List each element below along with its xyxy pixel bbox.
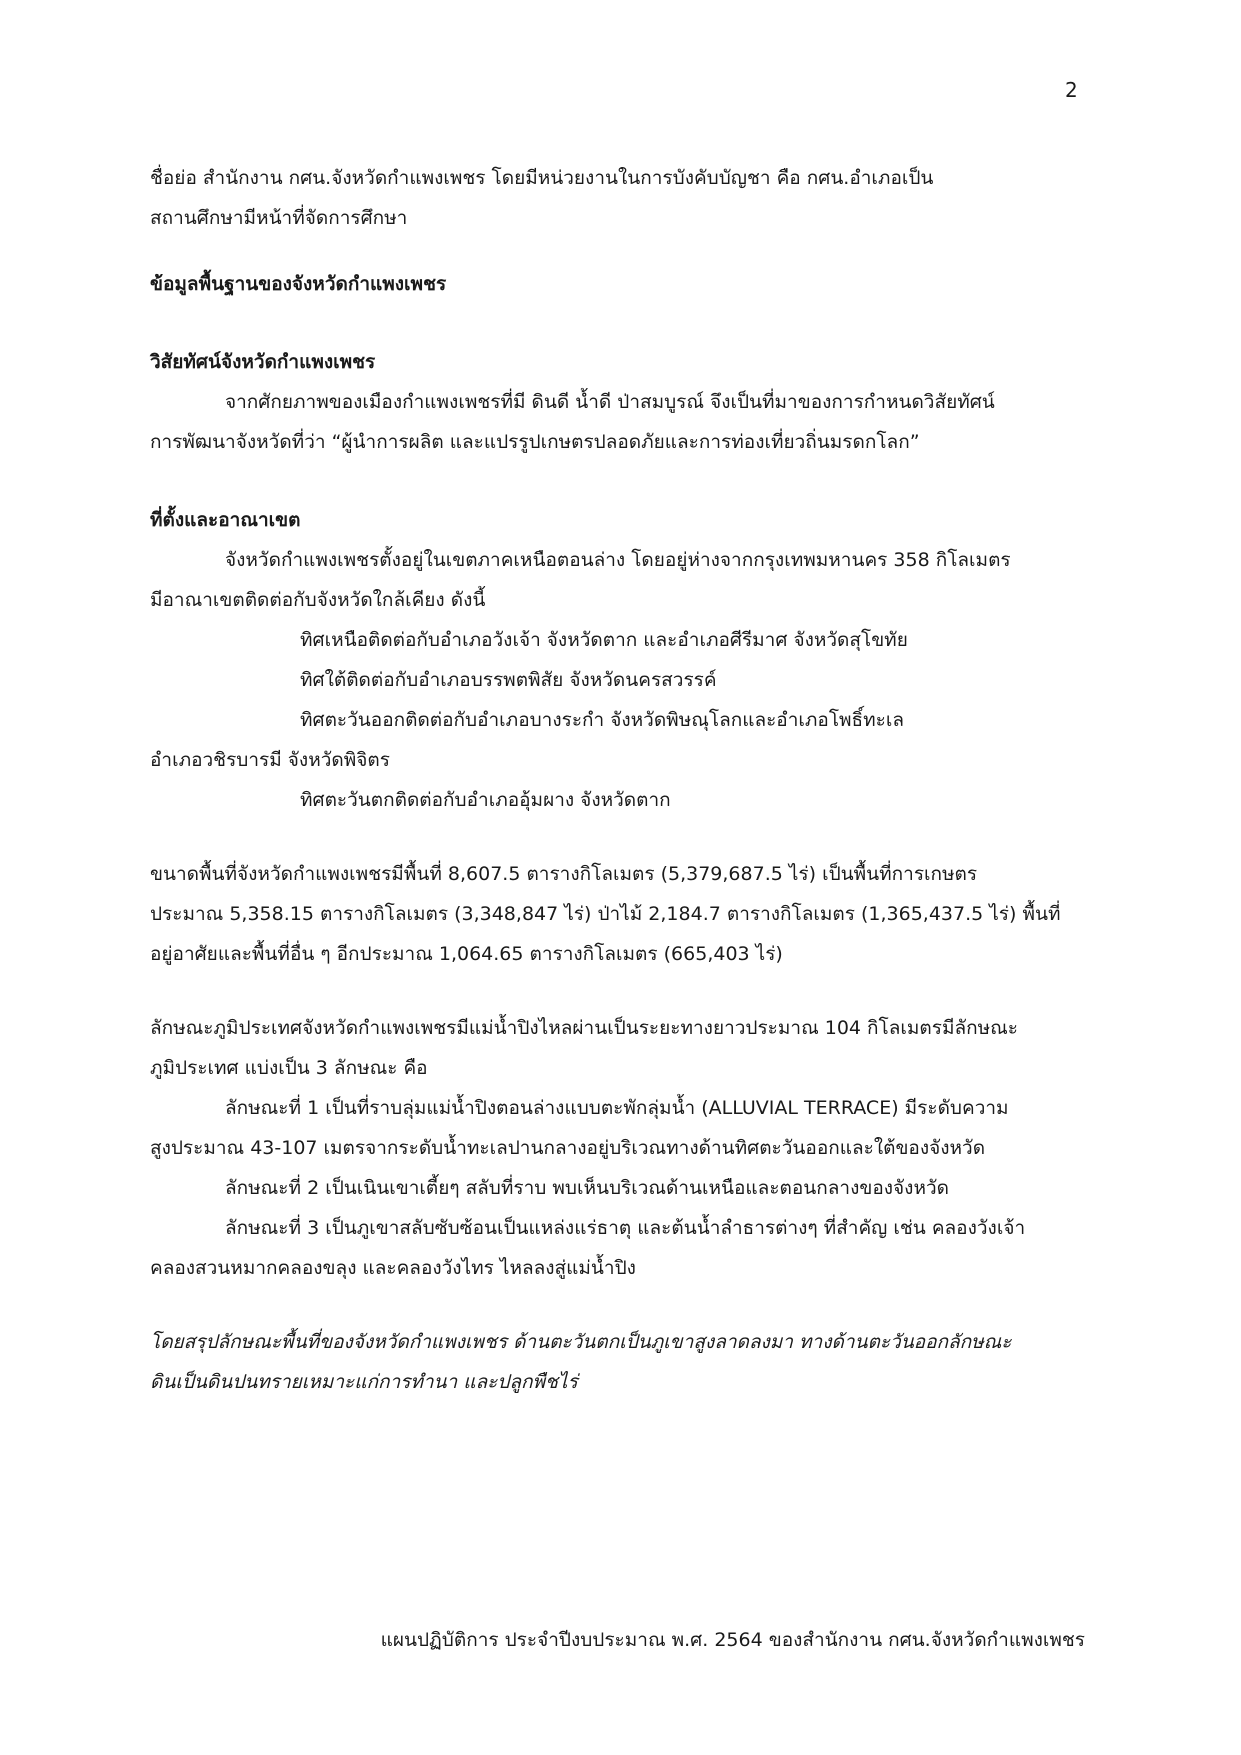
page-number: 2 (1065, 78, 1078, 102)
terrain-section (150, 1008, 1090, 1288)
area-line: อยู่อาศัยและพื้นที่อื่น ๆ อีกประมาณ 1,064.65 ตารางกิโลเมตร (665,403 ไร่) (150, 943, 783, 965)
border-south: ทิศใต้ติดต่อกับอำเภอบรรพตพิสัย จังหวัดนครสวรรค์ (300, 669, 717, 691)
location-line: จังหวัดกำแพงเพชรตั้งอยู่ในเขตภาคเหนือตอนล่าง โดยอยู่ห่างจากกรุงเทพมหานคร 358 กิโลเมตร (225, 549, 1011, 571)
document-body (150, 158, 1090, 1402)
intro-line: ชื่อย่อ สำนักงาน กศน.จังหวัดกำแพงเพชร โดยมีหน่วยงานในการบังคับบัญชา คือ กศน.อำเภอเป็น (150, 167, 934, 189)
terrain-type-1: ลักษณะที่ 1 เป็นที่ราบลุ่มแม่น้ำปิงตอนล่างแบบตะพักลุ่มน้ำ (ALLUVIAL TERRACE) มีระดับความ (225, 1097, 1009, 1119)
border-east: ทิศตะวันออกติดต่อกับอำเภอบางระกำ จังหวัดพิษณุโลกและอำเภอโพธิ์ทะเล (300, 709, 905, 731)
border-east-continued: อำเภอวชิรบารมี จังหวัดพิจิตร (150, 749, 390, 771)
section-heading-vision: วิสัยทัศน์จังหวัดกำแพงเพชร (150, 351, 376, 373)
terrain-type-1-cont: สูงประมาณ 43-107 เมตรจากระดับน้ำทะเลปานกลางอยู่บริเวณทางด้านทิศตะวันออกและใต้ของจังหวัด (150, 1137, 986, 1159)
border-west: ทิศตะวันตกติดต่อกับอำเภออุ้มผาง จังหวัดตาก (300, 789, 671, 811)
terrain-type-3-cont: คลองสวนหมากคลองขลุง และคลองวังไทร ไหลลงสู่แม่น้ำปิง (150, 1257, 636, 1279)
location-section (150, 500, 1090, 820)
summary-line: ดินเป็นดินปนทรายเหมาะแก่การทำนา และปลูกพืชไร่ (150, 1371, 578, 1393)
section-heading-basic-info: ข้อมูลพื้นฐานของจังหวัดกำแพงเพชร (150, 273, 447, 295)
terrain-type-3: ลักษณะที่ 3 เป็นภูเขาสลับซับซ้อนเป็นแหล่งแร่ธาตุ และต้นน้ำลำธารต่างๆ ที่สำคัญ เช่น คลองวังเจ้า (225, 1217, 1026, 1239)
intro-line: สถานศึกษามีหน้าที่จัดการศึกษา (150, 207, 408, 229)
location-line: มีอาณาเขตติดต่อกับจังหวัดใกล้เคียง ดังนี้ (150, 589, 486, 611)
terrain-type-2: ลักษณะที่ 2 เป็นเนินเขาเตี้ยๆ สลับที่ราบ พบเห็นบริเวณด้านเหนือและตอนกลางของจังหวัด (225, 1177, 949, 1199)
area-line: ประมาณ 5,358.15 ตารางกิโลเมตร (3,348,847 ไร่) ป่าไม้ 2,184.7 ตารางกิโลเมตร (1,365,437.5 ไร่) พื้นที่ (150, 903, 1061, 925)
area-section (150, 854, 1090, 974)
border-north: ทิศเหนือติดต่อกับอำเภอวังเจ้า จังหวัดตาก และอำเภอศีรีมาศ จังหวัดสุโขทัย (300, 629, 908, 651)
page-footer: แผนปฏิบัติการ ประจำปีงบประมาณ พ.ศ. 2564 ของสำนักงาน กศน.จังหวัดกำแพงเพชร (380, 1629, 1085, 1651)
summary-section (150, 1322, 1090, 1402)
vision-line: การพัฒนาจังหวัดที่ว่า “ผู้นำการผลิต และแปรรูปเกษตรปลอดภัยและการท่องเที่ยวถิ่นมรดกโลก” (150, 431, 920, 453)
terrain-line: ลักษณะภูมิประเทศจังหวัดกำแพงเพชรมีแม่น้ำปิงไหลผ่านเป็นระยะทางยาวประมาณ 104 กิโลเมตรมีลักษณะ (150, 1017, 1018, 1039)
vision-section (150, 342, 1090, 462)
area-line: ขนาดพื้นที่จังหวัดกำแพงเพชรมีพื้นที่ 8,607.5 ตารางกิโลเมตร (5,379,687.5 ไร่) เป็นพื้นที่การเกษตร (150, 863, 978, 885)
summary-line: โดยสรุปลักษณะพื้นที่ของจังหวัดกำแพงเพชร ด้านตะวันตกเป็นภูเขาสูงลาดลงมา ทางด้านตะวันออกลักษณะ (150, 1331, 1012, 1353)
vision-line: จากศักยภาพของเมืองกำแพงเพชรที่มี ดินดี น้ำดี ป่าสมบูรณ์ จึงเป็นที่มาของการกำหนดวิสัยทัศน์ (225, 391, 995, 413)
terrain-line: ภูมิประเทศ แบ่งเป็น 3 ลักษณะ คือ (150, 1057, 428, 1079)
section-heading-location: ที่ตั้งและอาณาเขต (150, 509, 301, 531)
intro-section (150, 158, 1090, 238)
